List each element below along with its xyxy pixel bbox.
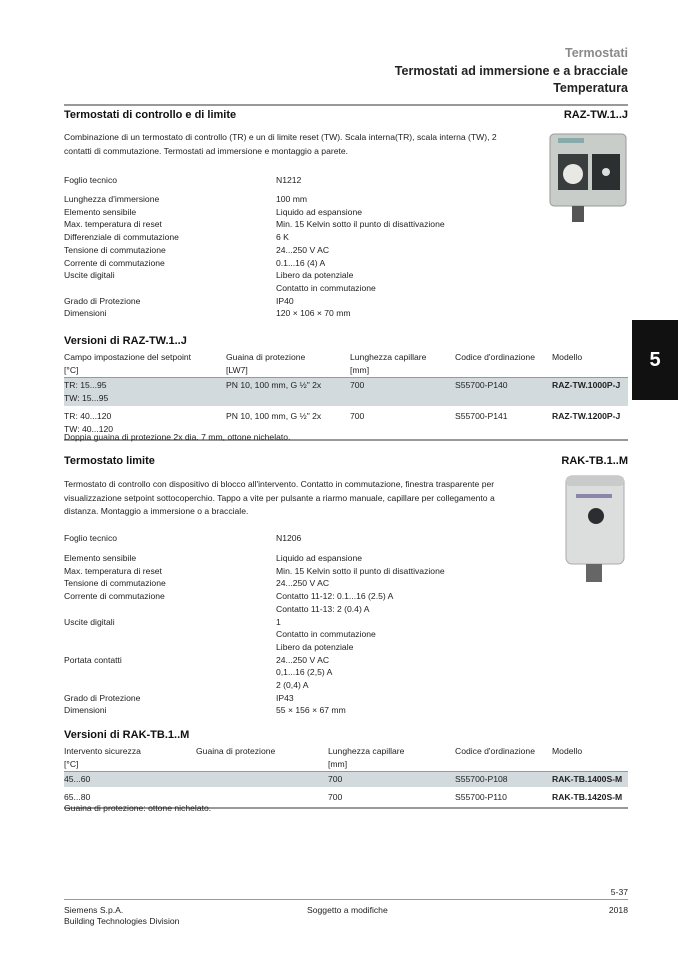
- spec-key: Elemento sensibile: [64, 206, 137, 217]
- versions-note: Guaina di protezione: ottone nichelato.: [64, 803, 212, 813]
- spec-row: [64, 206, 524, 219]
- column-header-unit: [mm]: [328, 759, 348, 769]
- column-header-label: Modello: [552, 746, 583, 756]
- spec-row: [64, 654, 524, 667]
- versions-table: [64, 745, 628, 809]
- product-image-rak-tb: [560, 474, 630, 586]
- spec-datasheet: [64, 532, 524, 545]
- spec-row: [64, 666, 524, 679]
- spec-key: Uscite digitali: [64, 270, 115, 281]
- section-description: Combinazione di un termostato di controllo (TR) e un di limite reset (TW). Scala interna(TR), scala interna (TW), 2 contatti di commutazione. Termostati ad immersione e montaggio a parete.: [64, 132, 497, 156]
- spec-key: Portata contatti: [64, 654, 122, 665]
- spec-row: [64, 704, 524, 717]
- section-title: Termostato limite: [64, 455, 155, 467]
- spec-row: [64, 218, 524, 231]
- spec-row: [64, 628, 524, 641]
- spec-value: 2 (0,4) A: [276, 680, 309, 691]
- spec-row: [64, 692, 524, 705]
- cell-model: RAZ-TW.1000P-J: [552, 380, 621, 390]
- spec-key: [64, 666, 276, 679]
- spec-key: [64, 282, 276, 295]
- spec-value: 1: [276, 616, 281, 627]
- cell-model: RAZ-TW.1200P-J: [552, 411, 621, 421]
- spec-key: Dimensioni: [64, 308, 107, 319]
- spec-list: [64, 193, 524, 320]
- spec-row: [64, 307, 524, 320]
- spec-row: [64, 679, 524, 692]
- spec-key: Grado di Protezione: [64, 692, 141, 703]
- product-image-raz-tw: [548, 132, 628, 227]
- spec-value: 0.1...16 (4) A: [276, 257, 326, 268]
- spec-value: Min. 15 Kelvin sotto il punto di disattivazione: [276, 565, 445, 576]
- spec-key: Max. temperatura di reset: [64, 565, 162, 576]
- footer-note: Soggetto a modifiche: [307, 905, 388, 915]
- spec-value: Min. 15 Kelvin sotto il punto di disattivazione: [276, 219, 445, 230]
- spec-key: Grado di Protezione: [64, 295, 141, 306]
- versions-title: Versioni di RAK-TB.1..M: [64, 729, 190, 741]
- spec-row: [64, 269, 524, 282]
- spec-value: 24...250 V AC: [276, 654, 330, 665]
- spec-key: Corrente di commutazione: [64, 257, 165, 268]
- table-row: [64, 378, 628, 406]
- spec-key: Differenziale di commutazione: [64, 232, 179, 243]
- cell-code: S55700-P110: [455, 792, 507, 802]
- spec-row: [64, 282, 524, 295]
- column-header: [552, 745, 582, 758]
- section-title: Termostati di controllo e di limite: [64, 109, 237, 121]
- spec-key: Uscite digitali: [64, 616, 115, 627]
- spec-value: IP43: [276, 692, 294, 703]
- cell-code: S55700-P108: [455, 774, 508, 784]
- cell-range-line: TR: 40...120: [64, 411, 112, 421]
- spec-key: Tensione di commutazione: [64, 244, 166, 255]
- column-header-label: Lunghezza capillare: [328, 746, 405, 756]
- cell-code: S55700-P140: [455, 380, 508, 390]
- chapter-tab: 5: [632, 320, 678, 400]
- column-header: [328, 745, 404, 771]
- spec-value: N1212: [276, 175, 302, 185]
- spec-key: Foglio tecnico: [64, 175, 118, 185]
- cell-range: 65...80: [64, 792, 91, 802]
- column-header: [455, 745, 535, 758]
- header-category: Termostati: [565, 46, 628, 60]
- cell-sheath: PN 10, 100 mm, G ½" 2x: [226, 380, 322, 390]
- spec-value: 0,1...16 (2,5) A: [276, 667, 333, 678]
- cell-cap: 700: [328, 774, 343, 784]
- spec-value: Liquido ad espansione: [276, 553, 363, 563]
- column-header: [64, 351, 191, 377]
- cell-cap: 700: [350, 380, 365, 390]
- spec-value: Liquido ad espansione: [276, 206, 363, 217]
- spec-row: [64, 552, 524, 565]
- spec-value: 24...250 V AC: [276, 578, 330, 589]
- spec-row: [64, 231, 524, 244]
- table-row: [64, 772, 628, 787]
- footer-division: Building Technologies Division: [64, 916, 180, 926]
- cell-range: [64, 379, 108, 405]
- spec-value: Libero da potenziale: [276, 641, 354, 652]
- section-description: Termostato di controllo con dispositivo di blocco all'intervento. Contatto in commutazione, finestra trasparente per visualizzazione setpoint sottocoperchio. Tappo a vite per pulsante a riarmo manuale, capillare per collegamento a distanza. Montaggio a immersione o a bracciale.: [64, 479, 495, 516]
- spec-key: Dimensioni: [64, 705, 107, 716]
- cell-model: RAK-TB.1420S-M: [552, 792, 623, 802]
- spec-key: [64, 641, 276, 654]
- spec-key: Lunghezza d'immersione: [64, 194, 160, 204]
- spec-row: [64, 577, 524, 590]
- column-header-label: Guaina di protezione: [226, 352, 306, 362]
- spec-value: 100 mm: [276, 194, 308, 204]
- spec-row: [64, 603, 524, 616]
- column-header: [552, 351, 582, 364]
- spec-value: Contatto in commutazione: [276, 282, 376, 293]
- cell-code: S55700-P141: [455, 411, 508, 421]
- cell-model: RAK-TB.1400S-M: [552, 774, 623, 784]
- spec-list: [64, 552, 524, 717]
- spec-value: Contatto 11-13: 2 (0.4) A: [276, 603, 370, 614]
- column-header-unit: [°C]: [64, 759, 79, 769]
- spec-value: Contatto in commutazione: [276, 629, 376, 640]
- spec-row: [64, 193, 524, 206]
- versions-note: Doppia guaina di protezione 2x dia. 7 mm, ottone nichelato.: [64, 432, 291, 442]
- spec-key: Corrente di commutazione: [64, 591, 165, 602]
- cell-range-line: TR: 15...95: [64, 380, 107, 390]
- column-header-label: Lunghezza capillare: [350, 352, 427, 362]
- cell-range-line: TW: 15...95: [64, 393, 109, 403]
- footer-divider: [64, 899, 628, 900]
- cell-cap: 700: [328, 792, 343, 802]
- header-title: Termostati ad immersione e a bracciale: [394, 64, 628, 78]
- section-code: RAZ-TW.1..J: [563, 109, 628, 121]
- footer-company: Siemens S.p.A.: [64, 905, 124, 915]
- spec-row: [64, 616, 524, 629]
- spec-value: Libero da potenziale: [276, 270, 354, 281]
- header-subtitle: Temperatura: [553, 81, 628, 95]
- spec-key: [64, 603, 276, 616]
- section-code: RAK-TB.1..M: [561, 455, 628, 467]
- spec-row: [64, 257, 524, 270]
- column-header: [455, 351, 535, 364]
- column-header: [64, 745, 141, 771]
- divider: [64, 104, 628, 106]
- column-header-unit: [LW7]: [226, 365, 248, 375]
- spec-row: [64, 295, 524, 308]
- cell-range-line: TW: 40...120: [64, 424, 114, 434]
- page-number: 5-37: [610, 887, 628, 897]
- spec-row: [64, 641, 524, 654]
- spec-key: Foglio tecnico: [64, 533, 118, 543]
- spec-value: 120 × 106 × 70 mm: [276, 308, 351, 319]
- column-header-unit: [mm]: [350, 365, 370, 375]
- spec-value: IP40: [276, 295, 294, 306]
- spec-datasheet: [64, 174, 524, 187]
- spec-key: Tensione di commutazione: [64, 578, 166, 589]
- column-header-label: Campo impostazione del setpoint: [64, 352, 192, 362]
- versions-title: Versioni di RAZ-TW.1..J: [64, 335, 187, 347]
- column-header: [226, 351, 305, 377]
- spec-value: Contatto 11-12: 0.1...16 (2.5) A: [276, 591, 394, 602]
- column-header: [350, 351, 426, 377]
- cell-sheath: PN 10, 100 mm, G ½" 2x: [226, 411, 322, 421]
- table-header: [64, 745, 628, 772]
- column-header-label: Codice d'ordinazione: [455, 746, 535, 756]
- footer-year: 2018: [608, 905, 628, 915]
- spec-value: N1206: [276, 533, 302, 543]
- versions-table: [64, 351, 628, 441]
- cell-cap: 700: [350, 411, 365, 421]
- spec-key: Elemento sensibile: [64, 553, 137, 563]
- spec-value: 55 × 156 × 67 mm: [276, 705, 346, 716]
- column-header-label: Guaina di protezione: [196, 746, 276, 756]
- column-header-label: Intervento sicurezza: [64, 746, 141, 756]
- column-header-unit: [°C]: [64, 365, 79, 375]
- spec-row: [64, 590, 524, 603]
- spec-key: [64, 679, 276, 692]
- column-header-label: Modello: [552, 352, 583, 362]
- spec-row: [64, 565, 524, 578]
- table-header: [64, 351, 628, 378]
- spec-key: Max. temperatura di reset: [64, 219, 162, 230]
- cell-range: 45...60: [64, 774, 91, 784]
- spec-value: 24...250 V AC: [276, 244, 330, 255]
- spec-row: [64, 244, 524, 257]
- column-header: [196, 745, 275, 758]
- spec-key: [64, 628, 276, 641]
- column-header-label: Codice d'ordinazione: [455, 352, 535, 362]
- spec-value: 6 K: [276, 232, 289, 243]
